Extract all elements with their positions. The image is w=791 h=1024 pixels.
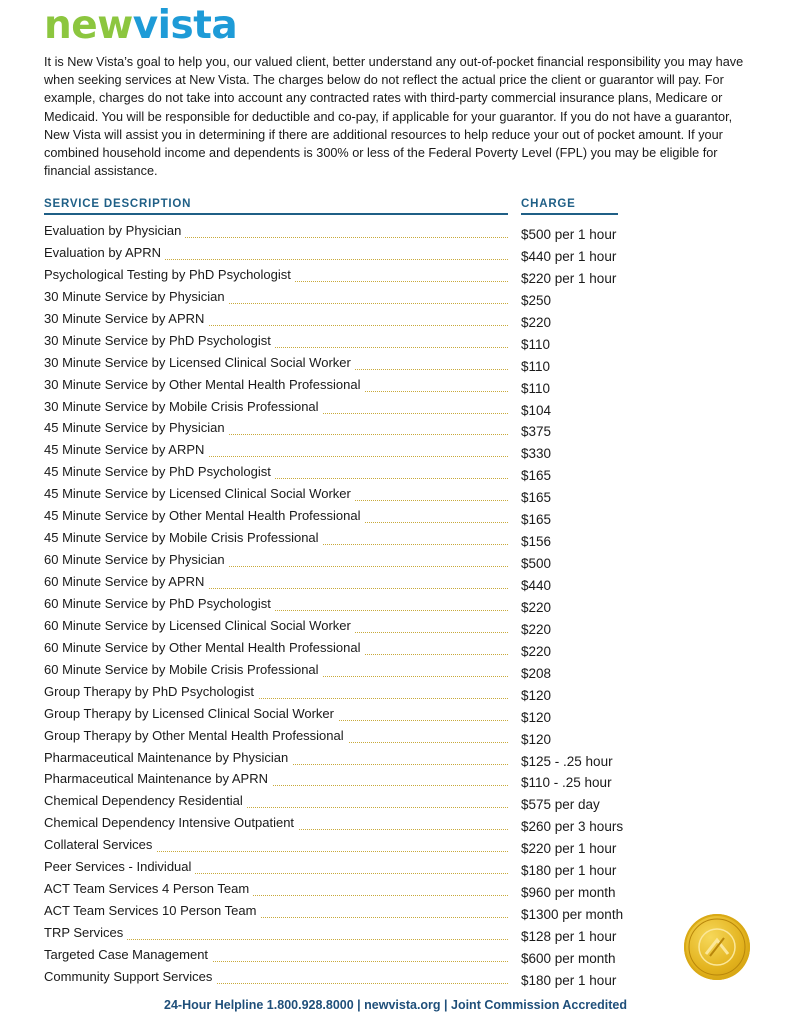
- service-description: Group Therapy by PhD Psychologist: [44, 684, 258, 699]
- service-charge: $165: [521, 512, 552, 528]
- table-row: [44, 398, 644, 420]
- service-charge: $250: [521, 292, 552, 308]
- table-row: [44, 332, 644, 354]
- table-row: [44, 376, 644, 398]
- service-charge: $165: [521, 490, 552, 506]
- service-description: Evaluation by Physician: [44, 223, 185, 238]
- table-row: [44, 507, 644, 529]
- table-row: [44, 770, 644, 792]
- service-charge: $110 - .25 hour: [521, 775, 612, 791]
- service-charge: $260 per 3 hours: [521, 819, 624, 835]
- service-description: Group Therapy by Other Mental Health Professional: [44, 728, 348, 743]
- service-charge: $220: [521, 643, 552, 659]
- service-description: 45 Minute Service by Licensed Clinical Social Worker: [44, 486, 355, 501]
- logo-new: new: [44, 3, 133, 48]
- service-charge: $600 per month: [521, 950, 616, 966]
- service-charge: $575 per day: [521, 797, 600, 813]
- intro-paragraph: It is New Vista’s goal to help you, our valued client, better understand any out-of-pocket financial responsibility you may have when seeking services at New Vista. The charges below do not reflect the actual price the client or guarantor will pay. For example, charges do not take into account any contracted rates with third-party commercial insurance plans, Medicare or Medicaid. You will be responsible for deductible and co-pay, if applicable for your guarantor. If you do not have a guarantor, New Vista will assist you in determining if there are additional resources to help reduce your out of pocket amount. If your combined household income and dependents is 300% or less of the Federal Poverty Level (FPL) you may be eligible for financial assistance.: [44, 55, 744, 179]
- table-row: [44, 836, 644, 858]
- table-row: [44, 946, 644, 968]
- table-row: [44, 639, 644, 661]
- service-description: 60 Minute Service by Mobile Crisis Professional: [44, 662, 323, 677]
- service-description: 30 Minute Service by Other Mental Health Professional: [44, 377, 365, 392]
- service-charge: $375: [521, 424, 552, 440]
- table-row: [44, 749, 644, 771]
- service-charge: $110: [521, 380, 551, 396]
- logo: [44, 2, 237, 50]
- accreditation-seal-icon: [684, 914, 750, 980]
- service-description-header: SERVICE DESCRIPTION: [44, 198, 508, 215]
- service-description: 60 Minute Service by Licensed Clinical Social Worker: [44, 618, 355, 633]
- table-row: [44, 222, 644, 244]
- service-charge: $165: [521, 468, 552, 484]
- service-description: 30 Minute Service by APRN: [44, 311, 208, 326]
- table-row: [44, 968, 644, 990]
- table-row: [44, 441, 644, 463]
- table-row: [44, 310, 644, 332]
- service-charge: $180 per 1 hour: [521, 972, 617, 988]
- service-charge: $220: [521, 599, 552, 615]
- table-row: [44, 924, 644, 946]
- table-row: [44, 617, 644, 639]
- table-row: [44, 463, 644, 485]
- service-charge: $125 - .25 hour: [521, 753, 613, 769]
- service-description: Psychological Testing by PhD Psychologist: [44, 267, 295, 282]
- table-row: [44, 485, 644, 507]
- service-charge: $500: [521, 556, 552, 572]
- table-row: [44, 814, 644, 836]
- service-charge: $208: [521, 665, 552, 681]
- service-charge: $120: [521, 731, 552, 747]
- service-charge: $960 per month: [521, 885, 616, 901]
- service-description: 30 Minute Service by Mobile Crisis Professional: [44, 399, 323, 414]
- service-charge: $120: [521, 709, 552, 725]
- service-description: Peer Services - Individual: [44, 859, 195, 874]
- table-row: [44, 902, 644, 924]
- table-row: [44, 880, 644, 902]
- service-description: 30 Minute Service by PhD Psychologist: [44, 333, 275, 348]
- service-description: 60 Minute Service by PhD Psychologist: [44, 596, 275, 611]
- footer: 24-Hour Helpline 1.800.928.8000 | newvista.org | Joint Commission Accredited: [164, 998, 627, 1012]
- charges-table: [44, 222, 644, 990]
- table-row: [44, 551, 644, 573]
- service-description: 60 Minute Service by APRN: [44, 574, 208, 589]
- service-description: Community Support Services: [44, 969, 216, 984]
- service-charge: $110: [521, 336, 551, 352]
- service-description: Evaluation by APRN: [44, 245, 165, 260]
- table-row: [44, 705, 644, 727]
- service-description: ACT Team Services 10 Person Team: [44, 903, 260, 918]
- service-charge: $1300 per month: [521, 907, 624, 923]
- logo-vista: vista: [132, 3, 238, 48]
- table-row: [44, 858, 644, 880]
- service-charge: $440: [521, 578, 552, 593]
- service-description: Chemical Dependency Residential: [44, 793, 247, 808]
- service-description: 45 Minute Service by PhD Psychologist: [44, 464, 275, 479]
- table-row: [44, 529, 644, 551]
- service-description: TRP Services: [44, 925, 127, 940]
- service-charge: $220 per 1 hour: [521, 841, 617, 857]
- service-description: 60 Minute Service by Other Mental Health Professional: [44, 640, 365, 655]
- service-description: Collateral Services: [44, 837, 156, 852]
- table-row: [44, 727, 644, 749]
- service-description: 30 Minute Service by Physician: [44, 289, 229, 304]
- service-description: 45 Minute Service by Mobile Crisis Professional: [44, 530, 323, 545]
- service-charge: $220: [521, 314, 552, 330]
- service-description: 30 Minute Service by Licensed Clinical Social Worker: [44, 355, 355, 370]
- table-row: [44, 419, 644, 441]
- service-description: Targeted Case Management: [44, 947, 212, 962]
- table-row: [44, 683, 644, 705]
- table-row: [44, 288, 644, 310]
- service-charge: $128 per 1 hour: [521, 929, 617, 944]
- table-row: [44, 595, 644, 617]
- service-description: 45 Minute Service by Physician: [44, 420, 229, 435]
- service-description: Pharmaceutical Maintenance by APRN: [44, 771, 272, 786]
- service-charge: $110: [521, 358, 551, 374]
- table-row: [44, 266, 644, 288]
- service-charge: $156: [521, 534, 552, 550]
- charge-header: CHARGE: [521, 198, 618, 215]
- service-charge: $220: [521, 621, 552, 637]
- service-charge: $120: [521, 687, 552, 703]
- table-row: [44, 354, 644, 376]
- service-description: Chemical Dependency Intensive Outpatient: [44, 815, 298, 830]
- table-row: [44, 792, 644, 814]
- service-description: 60 Minute Service by Physician: [44, 552, 229, 567]
- service-charge: $104: [521, 402, 552, 418]
- service-charge: $330: [521, 446, 552, 462]
- table-row: [44, 661, 644, 683]
- service-description: Pharmaceutical Maintenance by Physician: [44, 750, 292, 765]
- table-row: [44, 244, 644, 266]
- service-charge: $180 per 1 hour: [521, 863, 617, 879]
- service-charge: $500 per 1 hour: [521, 227, 617, 242]
- service-description: ACT Team Services 4 Person Team: [44, 881, 253, 896]
- service-charge: $440 per 1 hour: [521, 248, 617, 264]
- service-charge: $220 per 1 hour: [521, 270, 617, 286]
- service-description: Group Therapy by Licensed Clinical Social Worker: [44, 706, 338, 721]
- table-row: [44, 573, 644, 595]
- service-description: 45 Minute Service by ARPN: [44, 442, 208, 457]
- service-description: 45 Minute Service by Other Mental Health Professional: [44, 508, 365, 523]
